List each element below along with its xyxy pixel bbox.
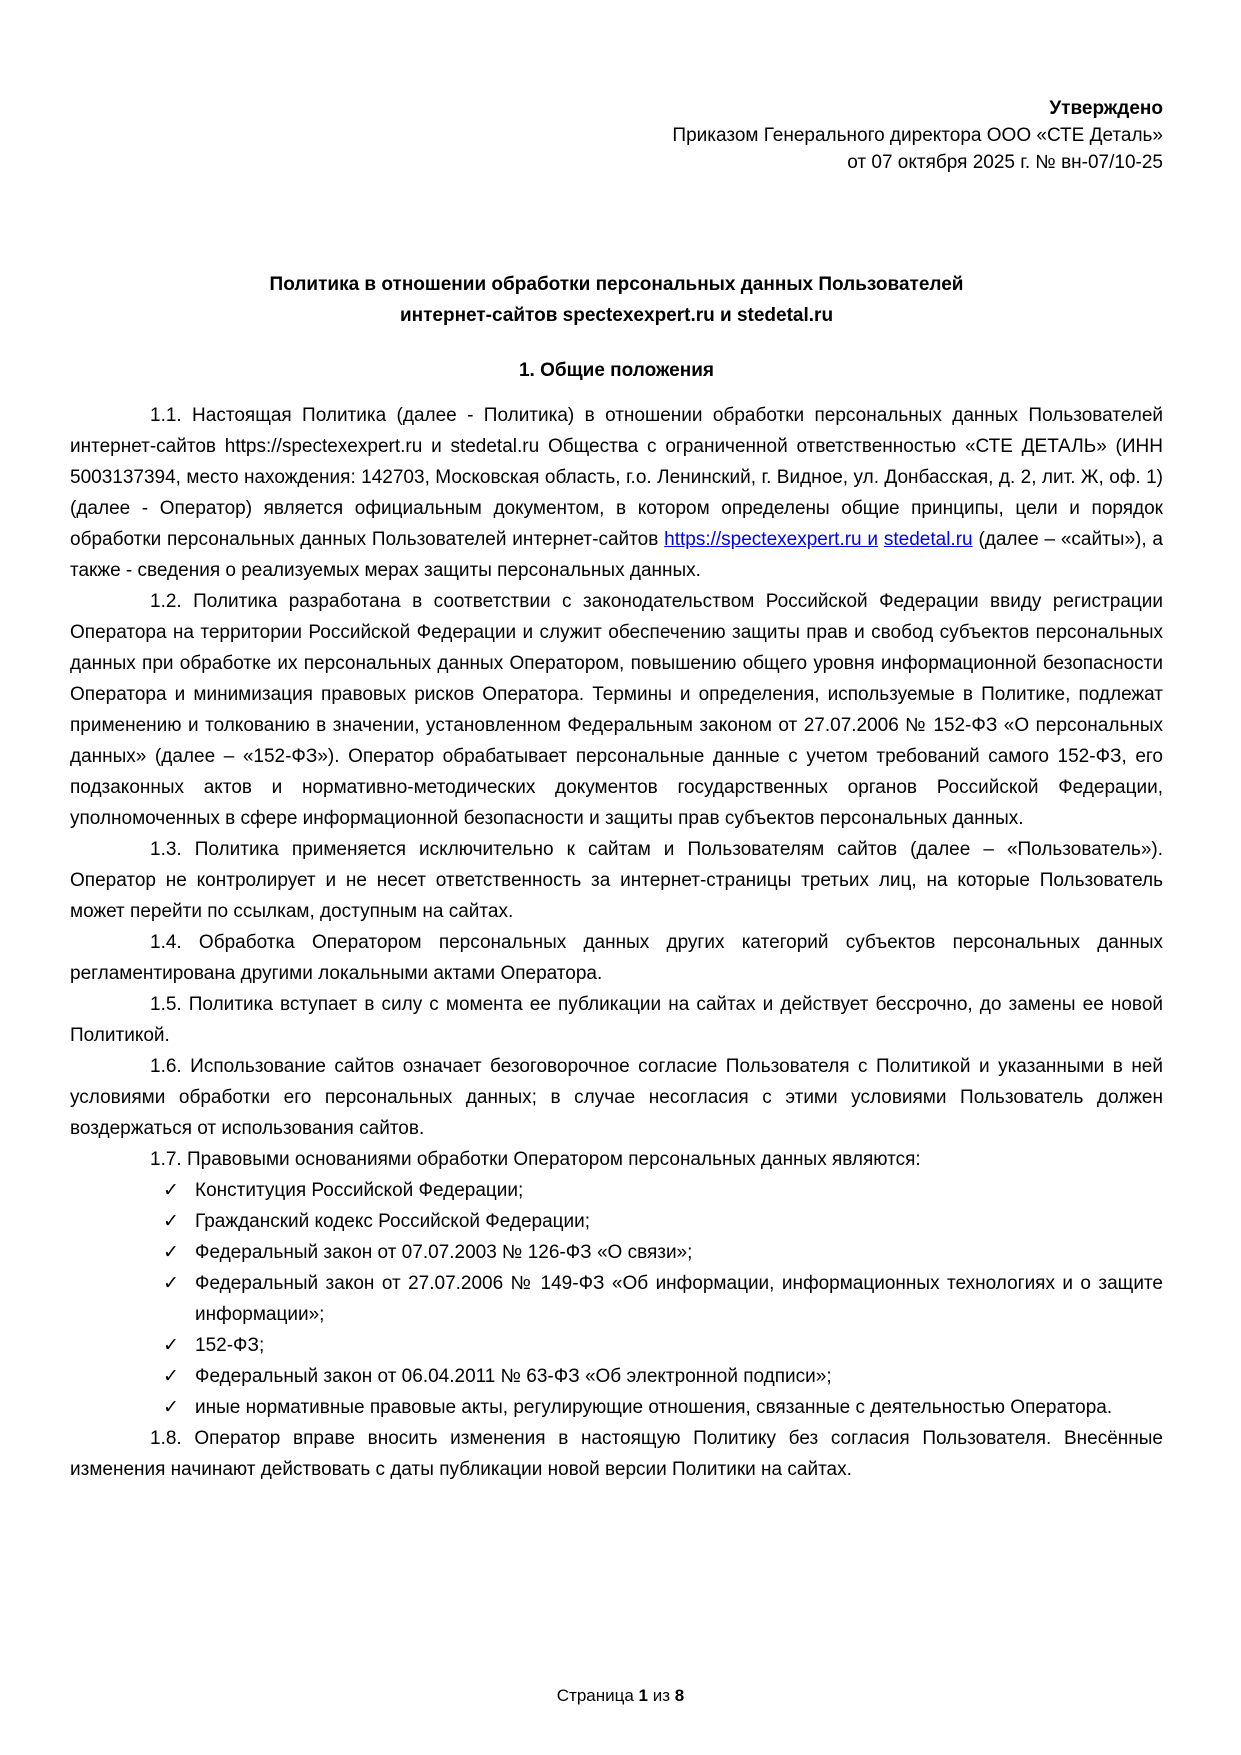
paragraph-1-2: 1.2. Политика разработана в соответствии с законодательством Российской Федерации ввиду регистрации Оператора на территории Российской Федерации и служит обеспечению защиты прав и свобод субъектов персональных данных при обработке их персональных данных Оператором, повышению общего уровня информационной безопасности Оператора и минимизация правовых рисков Оператора. Термины и определения, используемые в Политике, подлежат применению и толкованию в значении, установленном Федеральным законом от 27.07.2006 № 152-ФЗ «О персональных данных» (далее – «152-ФЗ»). Оператор обрабатывает персональные данные с учетом требований самого 152-ФЗ, его подзаконных актов и нормативно-методических документов государственных органов Российской Федерации, уполномоченных в сфере информационной безопасности и защиты прав субъектов персональных данных. <box>70 591 1163 829</box>
list-item <box>70 1361 1163 1392</box>
check-icon: ✓ <box>163 1366 179 1387</box>
check-icon: ✓ <box>163 1211 179 1232</box>
check-icon: ✓ <box>163 1242 179 1263</box>
check-icon: ✓ <box>163 1273 179 1294</box>
stedetal-link[interactable]: stedetal.ru <box>883 529 973 550</box>
check-icon: ✓ <box>163 1335 179 1356</box>
list-item <box>70 1175 1163 1206</box>
paragraph-1-1-text-before: 1.1. Настоящая Политика (далее - Политика) в отношении обработки персональных данных Пользователей интернет-сайтов https://spectexexpert.ru и stedetal.ru Общества с ограниченной ответственностью «СТЕ ДЕТАЛЬ» (ИНН 5003137394, место нахождения: 142703, Московская область, г.о. Ленинский, г. Видное, ул. Донбасская, д. 2, лит. Ж, оф. 1) (далее - Оператор) является официальным документом, в котором определены общие принципы, цели и порядок обработки персональных данных Пользователей интернет-сайтов <box>70 405 1163 550</box>
footer-current-page: 1 <box>638 1686 649 1705</box>
list-item <box>70 1330 1163 1361</box>
footer-total-pages: 8 <box>674 1686 685 1705</box>
list-item-text: Конституция Российской Федерации; <box>195 1180 524 1201</box>
approval-block <box>70 95 1163 176</box>
footer-separator: из <box>652 1686 671 1705</box>
paragraph-1-8: 1.8. Оператор вправе вносить изменения в настоящую Политику без согласия Пользователя. Внесённые изменения начинают действовать с даты публикации новой версии Политики на сайтах. <box>70 1428 1163 1480</box>
list-item-text: Федеральный закон от 06.04.2011 № 63-ФЗ «Об электронной подписи»; <box>195 1366 832 1387</box>
paragraph-1-4: 1.4. Обработка Оператором персональных данных других категорий субъектов персональных данных регламентирована другими локальными актами Оператора. <box>70 932 1163 984</box>
document-title <box>70 269 1163 331</box>
spectexexpert-link[interactable]: https://spectexexpert.ru и <box>664 529 879 550</box>
list-item-text: Федеральный закон от 07.07.2003 № 126-ФЗ «О связи»; <box>195 1242 693 1263</box>
list-item-text: иные нормативные правовые акты, регулирующие отношения, связанные с деятельностью Оператора. <box>195 1397 1113 1418</box>
paragraph-1-3: 1.3. Политика применяется исключительно к сайтам и Пользователям сайтов (далее – «Пользователь»). Оператор не контролирует и не несет ответственность за интернет-страницы третьих лиц, на которые Пользователь может перейти по ссылкам, доступным на сайтах. <box>70 839 1163 922</box>
section-heading: 1. Общие положения <box>518 360 714 381</box>
document-title-line-1: Политика в отношении обработки персональных данных Пользователей <box>269 274 964 295</box>
check-icon: ✓ <box>163 1397 179 1418</box>
list-item-text: Федеральный закон от 27.07.2006 № 149-ФЗ «Об информации, информационных технологиях и о защите информации»; <box>195 1273 1163 1325</box>
list-item-text: Гражданский кодекс Российской Федерации; <box>195 1211 591 1232</box>
list-item-text: 152-ФЗ; <box>195 1335 265 1356</box>
paragraph-1-7: 1.7. Правовыми основаниями обработки Оператором персональных данных являются: <box>150 1149 921 1170</box>
paragraph-1-5: 1.5. Политика вступает в силу с момента ее публикации на сайтах и действует бессрочно, до замены ее новой Политикой. <box>70 994 1163 1046</box>
list-item <box>70 1237 1163 1268</box>
paragraph-1-6: 1.6. Использование сайтов означает безоговорочное согласие Пользователя с Политикой и указанными в ней условиями обработки его персональных данных; в случае несогласия с этими условиями Пользователь должен воздержаться от использования сайтов. <box>70 1056 1163 1139</box>
document-title-line-2: интернет-сайтов spectexexpert.ru и stedetal.ru <box>399 305 834 326</box>
list-item <box>70 1206 1163 1237</box>
approval-line-1: Утверждено <box>1049 98 1163 119</box>
page-footer <box>0 1685 1241 1707</box>
paragraph-1-1-text-after: (далее – «сайты»), а также - сведения о реализуемых мерах защиты персональных данных. <box>70 529 1164 581</box>
check-icon: ✓ <box>163 1180 179 1201</box>
approval-line-2: Приказом Генерального директора ООО «СТЕ Деталь» <box>672 125 1163 146</box>
list-item <box>70 1392 1163 1423</box>
approval-line-3: от 07 октября 2025 г. № вн-07/10-25 <box>847 152 1163 173</box>
legal-bases-list <box>70 1175 1163 1423</box>
list-item <box>70 1268 1163 1330</box>
footer-page-label: Страница <box>556 1686 634 1705</box>
paragraph-1-1 <box>70 400 1163 586</box>
